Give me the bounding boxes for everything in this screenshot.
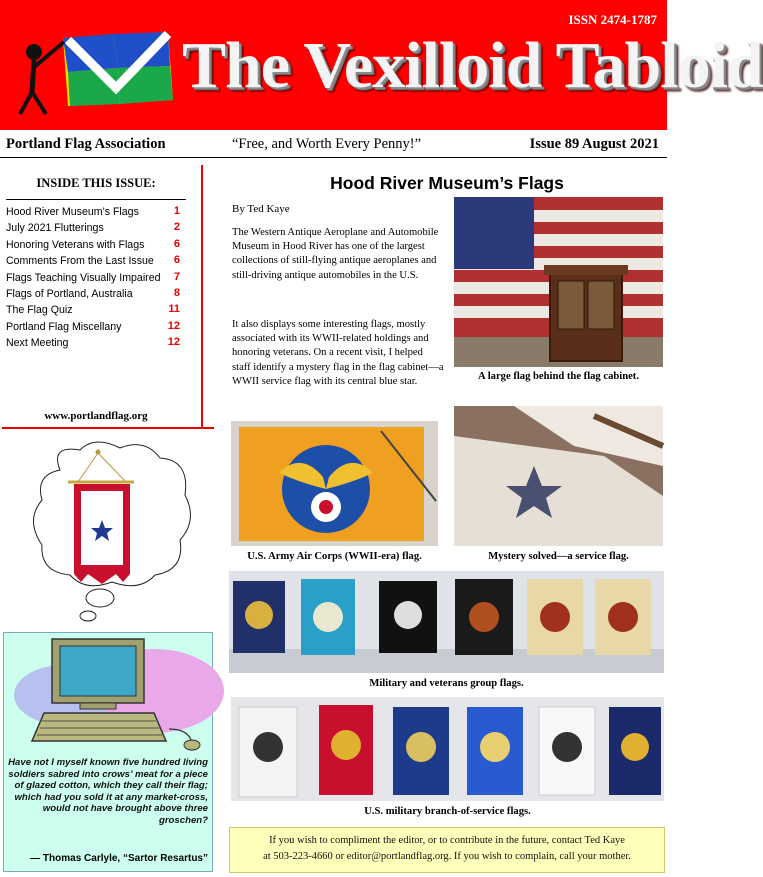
caption-branches: U.S. military branch-of-service flags. xyxy=(364,806,531,817)
toc-item[interactable] xyxy=(6,320,186,336)
photo-military-flags xyxy=(229,571,664,673)
masthead xyxy=(0,0,763,130)
toc-label: Comments From the Last Issue xyxy=(6,255,154,268)
quote-attribution: — Thomas Carlyle, “Sartor Resartus” xyxy=(30,853,208,864)
toc-page: 6 xyxy=(173,237,180,250)
toc-item[interactable] xyxy=(6,271,186,287)
toc-page: 1 xyxy=(173,205,180,217)
caption-mystery: Mystery solved—a service flag. xyxy=(488,551,629,562)
photo-air-corps-flag xyxy=(231,421,438,546)
inside-heading: INSIDE THIS ISSUE: xyxy=(36,176,156,190)
motto: “Free, and Worth Every Penny!” xyxy=(232,136,422,152)
association-name: Portland Flag Association xyxy=(6,136,166,152)
toc-item[interactable] xyxy=(6,254,186,270)
table-of-contents xyxy=(6,205,186,353)
footer-contact-box xyxy=(229,827,665,873)
caption-cabinet: A large flag behind the flag cabinet. xyxy=(478,371,639,382)
toc-page: 12 xyxy=(167,319,180,332)
toc-item[interactable] xyxy=(6,221,186,237)
newsletter-title: The Vexilloid Tabloid xyxy=(182,29,763,102)
toc-item[interactable] xyxy=(6,205,186,221)
toc-item[interactable] xyxy=(6,336,186,352)
flag-logo-icon xyxy=(8,18,178,118)
website-link[interactable]: www.portlandflag.org xyxy=(44,410,148,422)
toc-page: 8 xyxy=(173,286,180,299)
toc-page: 7 xyxy=(173,270,180,283)
computer-clipart-icon xyxy=(4,633,214,753)
column-divider xyxy=(201,165,203,427)
article-byline: By Ted Kaye xyxy=(232,203,290,215)
article-paragraph: It also displays some interesting flags, mostly associated with its WWII-related holdings and honoring veterans. On a recent visit, I helped staff identify a mystery flag in the flag cabinet—a WWII service flag with its central blue star. xyxy=(232,319,444,387)
quote-text: Have not I myself known five hundred living soldiers sabred into crows’ meat for a piece of glazed cotton, which they call their flag; which had you sold it at any market-cross, would not have brought above three groschen? xyxy=(8,757,208,826)
toc-label: Honoring Veterans with Flags xyxy=(6,238,145,251)
issue-label: Issue 89 August 2021 xyxy=(529,136,659,152)
toc-page: 12 xyxy=(167,336,180,349)
thought-bubble-service-flag-icon xyxy=(30,440,195,625)
toc-label: Hood River Museum’s Flags xyxy=(6,206,139,218)
article-headline: Hood River Museum’s Flags xyxy=(330,173,564,193)
article-paragraph: The Western Antique Aeroplane and Automobile Museum in Hood River has one of the largest collections of still-flying antique aeroplanes and still-driving antique automobiles in the U.S. xyxy=(232,227,439,281)
section-divider xyxy=(2,427,214,429)
footer-line-2: at 503-223-4660 or editor@portlandflag.org. If you wish to complain, call your mother. xyxy=(263,851,631,862)
toc-label: Flags Teaching Visually Impaired xyxy=(6,271,161,284)
photo-flag-cabinet xyxy=(454,197,663,367)
caption-air-corps: U.S. Army Air Corps (WWII-era) flag. xyxy=(247,551,422,562)
toc-item[interactable] xyxy=(6,303,186,319)
toc-item[interactable] xyxy=(6,287,186,303)
toc-page: 11 xyxy=(168,303,180,316)
toc-label: Portland Flag Miscellany xyxy=(6,320,122,333)
info-bar xyxy=(0,130,667,158)
toc-label: Next Meeting xyxy=(6,337,69,350)
toc-item[interactable] xyxy=(6,238,186,254)
toc-label: The Flag Quiz xyxy=(6,304,73,317)
toc-page: 2 xyxy=(173,221,180,234)
photo-mystery-flag xyxy=(454,406,663,546)
toc-page: 6 xyxy=(173,254,180,267)
toc-label: Flags of Portland, Australia xyxy=(6,287,133,300)
quote-box xyxy=(3,632,213,872)
footer-line-1: If you wish to compliment the editor, or to contribute in the future, contact Ted Kaye xyxy=(269,835,625,846)
issn: ISSN 2474-1787 xyxy=(568,12,657,27)
toc-label: July 2021 Flutterings xyxy=(6,222,104,235)
inside-rule xyxy=(6,199,186,200)
caption-military: Military and veterans group flags. xyxy=(369,678,524,689)
photo-branch-flags xyxy=(231,697,664,801)
